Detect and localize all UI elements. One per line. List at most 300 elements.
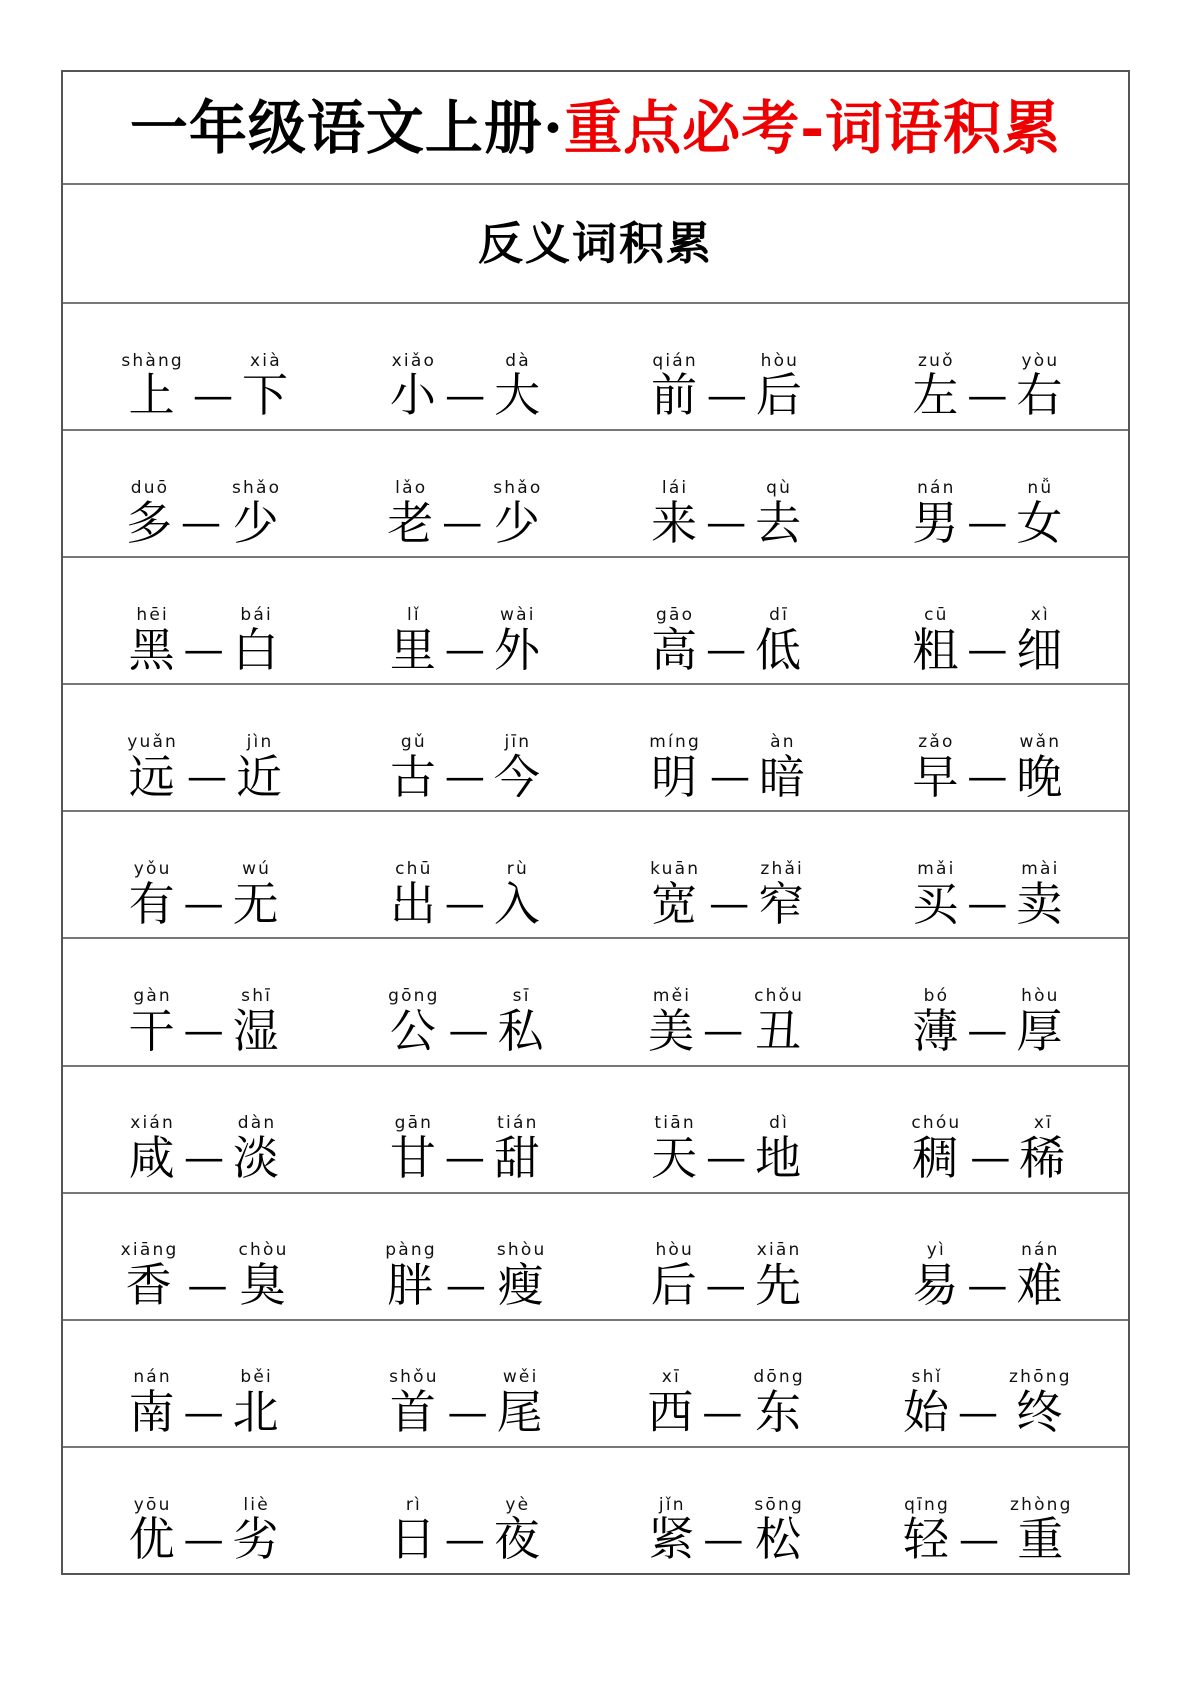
hanzi-character: 大 — [494, 368, 541, 423]
antonym-left-word — [126, 479, 172, 548]
antonym-right-word — [1007, 1367, 1072, 1440]
pinyin-label: bái — [240, 604, 273, 625]
hanzi-character: 黑 — [128, 622, 175, 677]
antonym-separator: — — [967, 500, 1008, 546]
pinyin-label: běi — [240, 1367, 273, 1388]
hanzi-character: 湿 — [232, 1003, 279, 1058]
antonym-separator: — — [970, 1135, 1011, 1182]
antonym-right-word — [242, 352, 288, 421]
pinyin-label: pàng — [385, 1240, 437, 1261]
antonym-left-word — [912, 860, 958, 929]
hanzi-character: 右 — [1016, 368, 1063, 423]
antonym-row — [63, 939, 1128, 1066]
pinyin-label: cū — [924, 604, 949, 625]
pinyin-label: xiāng — [120, 1240, 179, 1261]
antonym-right-word — [494, 1496, 540, 1565]
antonym-left-word — [129, 1496, 175, 1565]
pinyin-label: dì — [769, 1113, 790, 1134]
pinyin-label: kuān — [650, 859, 701, 880]
antonym-separator: — — [181, 500, 221, 546]
pinyin-label: qián — [652, 350, 698, 371]
antonym-left-word — [386, 987, 440, 1056]
antonym-separator: — — [444, 754, 485, 801]
hanzi-character: 后 — [755, 368, 802, 423]
antonym-pair — [857, 939, 1118, 1064]
pinyin-label: shòu — [496, 1240, 547, 1261]
antonym-separator: — — [967, 1008, 1008, 1055]
hanzi-character: 少 — [493, 495, 540, 550]
antonym-pair — [73, 1194, 334, 1319]
antonym-pair — [857, 1321, 1118, 1446]
pinyin-label: zuǒ — [918, 350, 955, 371]
title-row — [63, 72, 1128, 185]
pinyin-label: chū — [395, 859, 433, 880]
hanzi-character: 细 — [1016, 622, 1063, 677]
hanzi-character: 无 — [232, 876, 279, 931]
antonym-pair — [334, 939, 595, 1064]
antonym-left-word — [647, 1367, 694, 1440]
hanzi-character: 高 — [651, 622, 698, 677]
hanzi-character: 稀 — [1019, 1130, 1066, 1185]
antonym-separator: — — [706, 372, 747, 419]
pinyin-label: nán — [917, 477, 956, 498]
antonym-separator: — — [706, 627, 747, 674]
pinyin-label: dōng — [753, 1367, 805, 1388]
pinyin-label: yì — [926, 1240, 946, 1261]
hanzi-character: 胖 — [387, 1258, 434, 1313]
hanzi-character: 终 — [1016, 1385, 1063, 1440]
antonym-pair — [857, 1067, 1118, 1192]
hanzi-character: 东 — [755, 1385, 802, 1440]
hanzi-character: 窄 — [758, 876, 805, 931]
hanzi-character: 今 — [493, 749, 540, 804]
antonym-separator: — — [183, 1389, 224, 1436]
antonym-pair — [73, 1448, 334, 1573]
hanzi-character: 西 — [647, 1385, 694, 1440]
antonym-separator: — — [709, 881, 750, 928]
pinyin-label: wǎn — [1019, 732, 1062, 753]
pinyin-label: gǔ — [400, 732, 427, 753]
antonym-right-word — [494, 606, 540, 675]
antonym-separator: — — [958, 1389, 999, 1436]
pinyin-label: xián — [130, 1113, 176, 1134]
antonym-right-word — [496, 1367, 543, 1440]
antonym-left-word — [128, 1114, 175, 1183]
antonym-separator: — — [967, 627, 1008, 674]
pinyin-label: tián — [497, 1113, 539, 1134]
antonym-pair — [334, 1194, 595, 1319]
pinyin-label: chǒu — [754, 986, 805, 1007]
pinyin-label: yòu — [1021, 350, 1060, 371]
antonym-right-word — [233, 1114, 279, 1183]
hanzi-character: 暗 — [758, 749, 805, 804]
antonym-left-word — [119, 352, 184, 421]
hanzi-character: 北 — [232, 1385, 279, 1440]
hanzi-character: 低 — [755, 622, 802, 677]
antonym-pair — [73, 1067, 334, 1192]
pinyin-label: sī — [512, 986, 531, 1007]
pinyin-label: zǎo — [918, 732, 955, 753]
antonym-separator: — — [183, 881, 224, 928]
antonym-left-word — [912, 987, 958, 1056]
hanzi-character: 地 — [755, 1130, 802, 1185]
pinyin-label: xì — [1030, 604, 1050, 625]
pinyin-label: yuǎn — [127, 732, 179, 753]
hanzi-character: 少 — [232, 495, 279, 550]
hanzi-character: 干 — [128, 1003, 175, 1058]
pinyin-label: jīn — [504, 732, 532, 753]
hanzi-character: 近 — [236, 749, 283, 804]
pinyin-label: lǎo — [395, 477, 428, 498]
pinyin-label: dàn — [237, 1113, 277, 1134]
antonym-right-word — [752, 1496, 804, 1565]
antonym-row — [63, 1448, 1128, 1573]
antonym-pair — [334, 1321, 595, 1446]
pinyin-label: gàn — [133, 986, 172, 1007]
antonym-left-word — [390, 733, 436, 802]
antonym-separator: — — [444, 881, 485, 928]
antonym-pair — [596, 685, 857, 810]
antonym-left-word — [650, 352, 698, 421]
antonym-separator: — — [703, 1008, 744, 1055]
antonym-separator: — — [184, 1135, 225, 1182]
section-subtitle: 反义词积累 — [477, 217, 713, 270]
hanzi-character: 左 — [912, 368, 959, 423]
antonym-left-word — [648, 1496, 694, 1565]
pinyin-label: qù — [766, 477, 793, 498]
antonym-separator: — — [706, 500, 747, 546]
antonym-right-word — [495, 1240, 547, 1313]
hanzi-character: 美 — [648, 1003, 695, 1058]
antonym-pair — [857, 304, 1118, 429]
antonym-left-word — [651, 479, 697, 548]
pinyin-label: tiān — [654, 1113, 696, 1134]
antonym-left-word — [651, 1114, 697, 1183]
antonym-right-word — [1016, 860, 1062, 929]
pinyin-label: dà — [505, 350, 531, 371]
antonym-left-word — [387, 479, 433, 548]
pinyin-label: zhòng — [1009, 1494, 1073, 1515]
antonym-row — [63, 1194, 1128, 1321]
antonym-left-word — [383, 1240, 437, 1313]
pinyin-label: dī — [769, 604, 790, 625]
hanzi-character: 甘 — [389, 1130, 436, 1185]
antonym-right-word — [494, 352, 540, 421]
antonym-left-word — [650, 1240, 697, 1313]
page-title — [129, 93, 1062, 162]
antonym-separator: — — [702, 1389, 743, 1436]
antonym-row — [63, 431, 1128, 558]
antonym-separator: — — [709, 754, 750, 801]
pinyin-label: lǐ — [406, 604, 421, 625]
hanzi-character: 紧 — [648, 1512, 695, 1567]
antonym-separator: — — [183, 627, 224, 674]
antonym-left-word — [390, 860, 436, 929]
pinyin-label: àn — [770, 732, 796, 753]
hanzi-character: 男 — [912, 495, 959, 550]
pinyin-label: qīng — [904, 1494, 950, 1515]
hanzi-character: 稠 — [912, 1130, 959, 1185]
hanzi-character: 女 — [1016, 495, 1063, 550]
antonym-pair — [73, 1321, 334, 1446]
hanzi-character: 南 — [128, 1385, 175, 1440]
antonym-left-word — [912, 479, 958, 548]
pinyin-label: gān — [394, 1113, 434, 1134]
antonym-left-word — [129, 860, 175, 929]
page-title-highlight: 重点必考-词语积累 — [564, 93, 1062, 162]
antonym-separator: — — [192, 372, 233, 419]
antonym-right-word — [236, 733, 282, 802]
hanzi-character: 买 — [912, 876, 959, 931]
pinyin-label: nán — [133, 1367, 172, 1388]
pinyin-label: hēi — [136, 604, 169, 625]
antonym-right-word — [236, 1240, 289, 1313]
hanzi-character: 厚 — [1016, 1003, 1063, 1058]
antonym-row — [63, 1321, 1128, 1448]
hanzi-character: 外 — [493, 622, 540, 677]
antonym-left-word — [119, 1240, 179, 1313]
pinyin-label: xī — [1033, 1113, 1054, 1134]
hanzi-character: 粗 — [912, 622, 959, 677]
antonym-right-word — [751, 1367, 805, 1440]
pinyin-label: hòu — [760, 350, 800, 371]
hanzi-character: 夜 — [493, 1512, 540, 1567]
antonym-right-word — [1016, 733, 1062, 802]
hanzi-character: 甜 — [493, 1130, 540, 1185]
antonym-separator: — — [444, 627, 485, 674]
hanzi-character: 咸 — [128, 1130, 175, 1185]
hanzi-character: 劣 — [232, 1512, 279, 1567]
antonym-separator: — — [447, 1389, 488, 1436]
page-title-prefix: 一年级语文上册· — [129, 93, 565, 162]
antonym-pair — [334, 812, 595, 937]
antonym-left-word — [648, 860, 700, 929]
antonym-row — [63, 304, 1128, 431]
antonym-separator: — — [706, 1135, 747, 1182]
pinyin-label: wú — [242, 859, 272, 880]
antonym-separator: — — [703, 1516, 744, 1563]
antonym-pair — [73, 431, 334, 556]
pinyin-label: gāo — [656, 604, 695, 625]
hanzi-character: 多 — [126, 495, 172, 550]
antonym-pair — [596, 431, 857, 556]
antonym-left-word — [912, 733, 958, 802]
hanzi-character: 日 — [389, 1512, 436, 1567]
antonym-pair — [73, 304, 334, 429]
antonym-separator: — — [187, 1262, 228, 1309]
hanzi-character: 里 — [389, 622, 436, 677]
antonym-row — [63, 685, 1128, 812]
antonym-pair — [334, 558, 595, 683]
antonym-right-word — [1008, 1496, 1073, 1565]
antonym-left-word — [647, 733, 701, 802]
antonym-pair — [334, 1448, 595, 1573]
antonym-separator: — — [183, 1516, 224, 1563]
hanzi-character: 远 — [128, 749, 175, 804]
antonym-pair — [334, 304, 595, 429]
antonym-pair — [73, 558, 334, 683]
hanzi-character: 丑 — [755, 1003, 802, 1058]
hanzi-character: 上 — [128, 368, 175, 423]
antonym-pair — [596, 558, 857, 683]
hanzi-character: 始 — [903, 1385, 950, 1440]
pinyin-label: xī — [661, 1367, 681, 1388]
hanzi-character: 淡 — [233, 1130, 280, 1185]
pinyin-label: shàng — [121, 350, 184, 371]
antonym-pair — [857, 1194, 1118, 1319]
worksheet-sheet — [61, 70, 1130, 1575]
antonym-pair — [596, 812, 857, 937]
antonym-right-word — [494, 733, 540, 802]
hanzi-character: 有 — [128, 876, 175, 931]
pinyin-label: wài — [500, 604, 536, 625]
hanzi-character: 去 — [755, 495, 802, 550]
antonym-right-word — [494, 860, 540, 929]
hanzi-character: 入 — [493, 876, 540, 931]
antonym-left-word — [909, 1114, 961, 1183]
pinyin-label: míng — [649, 732, 701, 753]
antonym-right-word — [758, 860, 804, 929]
antonym-pair — [334, 1067, 595, 1192]
antonym-left-word — [902, 1496, 950, 1565]
antonym-right-word — [498, 987, 544, 1056]
antonym-right-word — [755, 1240, 802, 1313]
antonym-right-word — [233, 1496, 279, 1565]
antonym-separator: — — [967, 881, 1008, 928]
antonym-pair — [857, 558, 1118, 683]
pinyin-label: chóu — [911, 1113, 962, 1134]
hanzi-character: 首 — [389, 1385, 436, 1440]
antonym-separator: — — [444, 1135, 485, 1182]
antonym-right-word — [752, 987, 804, 1056]
pinyin-label: chòu — [238, 1240, 289, 1261]
antonym-right-word — [756, 352, 802, 421]
antonym-separator: — — [967, 372, 1008, 419]
antonym-right-word — [494, 1114, 540, 1183]
antonym-left-word — [912, 606, 958, 675]
antonym-left-word — [129, 987, 175, 1056]
hanzi-character: 卖 — [1016, 876, 1063, 931]
hanzi-character: 先 — [755, 1258, 802, 1313]
hanzi-character: 后 — [650, 1258, 697, 1313]
antonym-right-word — [755, 1114, 801, 1183]
antonym-separator: — — [444, 1516, 485, 1563]
pinyin-label: gōng — [388, 986, 440, 1007]
pinyin-label: zhōng — [1009, 1367, 1072, 1388]
pinyin-label: shǎo — [232, 477, 282, 498]
pinyin-label: jìn — [246, 732, 274, 753]
hanzi-character: 公 — [389, 1003, 436, 1058]
antonym-pair — [596, 304, 857, 429]
antonym-right-word — [491, 479, 542, 548]
hanzi-character: 优 — [128, 1512, 175, 1567]
hanzi-character: 小 — [389, 368, 436, 423]
antonym-separator: — — [445, 1262, 486, 1309]
pinyin-label: bó — [923, 986, 950, 1007]
antonym-right-word — [755, 606, 801, 675]
pinyin-label: shǐ — [911, 1367, 943, 1388]
hanzi-character: 轻 — [903, 1512, 950, 1567]
antonym-pair — [334, 685, 595, 810]
antonym-separator: — — [448, 1008, 489, 1055]
antonym-row — [63, 1067, 1128, 1194]
hanzi-character: 老 — [387, 495, 434, 550]
pinyin-label: lái — [661, 477, 689, 498]
pinyin-label: xiǎo — [391, 350, 437, 371]
antonym-separator: — — [967, 1262, 1008, 1309]
pinyin-label: rì — [405, 1494, 422, 1515]
pinyin-label: liè — [243, 1494, 270, 1515]
antonym-right-word — [230, 479, 281, 548]
pinyin-label: xiān — [756, 1240, 802, 1261]
pinyin-label: hòu — [1021, 986, 1060, 1007]
antonym-separator: — — [958, 1516, 999, 1563]
hanzi-character: 明 — [651, 749, 698, 804]
pinyin-label: mǎi — [917, 859, 956, 880]
pinyin-label: yǒu — [133, 859, 172, 880]
hanzi-character: 下 — [241, 368, 288, 423]
pinyin-label: zhǎi — [760, 859, 804, 880]
antonym-separator: — — [183, 1008, 224, 1055]
pinyin-label: jǐn — [658, 1494, 686, 1515]
pinyin-label: yè — [505, 1494, 531, 1515]
pinyin-label: wěi — [502, 1367, 539, 1388]
antonym-left-word — [390, 352, 436, 421]
antonym-separator: — — [442, 500, 483, 546]
antonym-pair — [857, 1448, 1118, 1573]
antonym-left-word — [129, 606, 175, 675]
antonym-right-word — [1019, 1114, 1065, 1183]
antonym-pair — [596, 1067, 857, 1192]
antonym-left-word — [903, 1367, 950, 1440]
antonym-left-word — [125, 733, 178, 802]
antonym-left-word — [387, 1367, 439, 1440]
antonym-row — [63, 812, 1128, 939]
hanzi-character: 香 — [125, 1258, 172, 1313]
hanzi-character: 尾 — [496, 1385, 543, 1440]
pinyin-label: měi — [652, 986, 692, 1007]
hanzi-character: 出 — [389, 876, 436, 931]
antonym-pair — [334, 431, 595, 556]
subtitle-row — [63, 185, 1128, 304]
antonym-separator: — — [705, 1262, 746, 1309]
antonym-right-word — [755, 479, 801, 548]
antonym-right-word — [232, 1367, 279, 1440]
antonym-pair — [596, 1321, 857, 1446]
antonym-row — [63, 558, 1128, 685]
pinyin-label: mài — [1021, 859, 1060, 880]
pinyin-label: hòu — [655, 1240, 695, 1261]
antonym-right-word — [233, 606, 279, 675]
hanzi-character: 来 — [651, 495, 698, 550]
pinyin-label: shī — [241, 986, 273, 1007]
hanzi-character: 前 — [651, 368, 698, 423]
antonym-pair — [857, 685, 1118, 810]
pinyin-label: shǎo — [493, 477, 543, 498]
hanzi-character: 白 — [232, 622, 279, 677]
antonym-right-word — [1016, 352, 1062, 421]
hanzi-character: 私 — [497, 1003, 544, 1058]
antonym-left-word — [128, 1367, 175, 1440]
hanzi-character: 晚 — [1016, 749, 1063, 804]
antonym-left-word — [912, 1240, 959, 1313]
antonym-left-word — [390, 1496, 436, 1565]
antonym-right-word — [233, 987, 279, 1056]
hanzi-character: 松 — [755, 1512, 802, 1567]
antonym-left-word — [912, 352, 958, 421]
antonym-separator: — — [967, 754, 1008, 801]
antonym-right-word — [1016, 987, 1062, 1056]
